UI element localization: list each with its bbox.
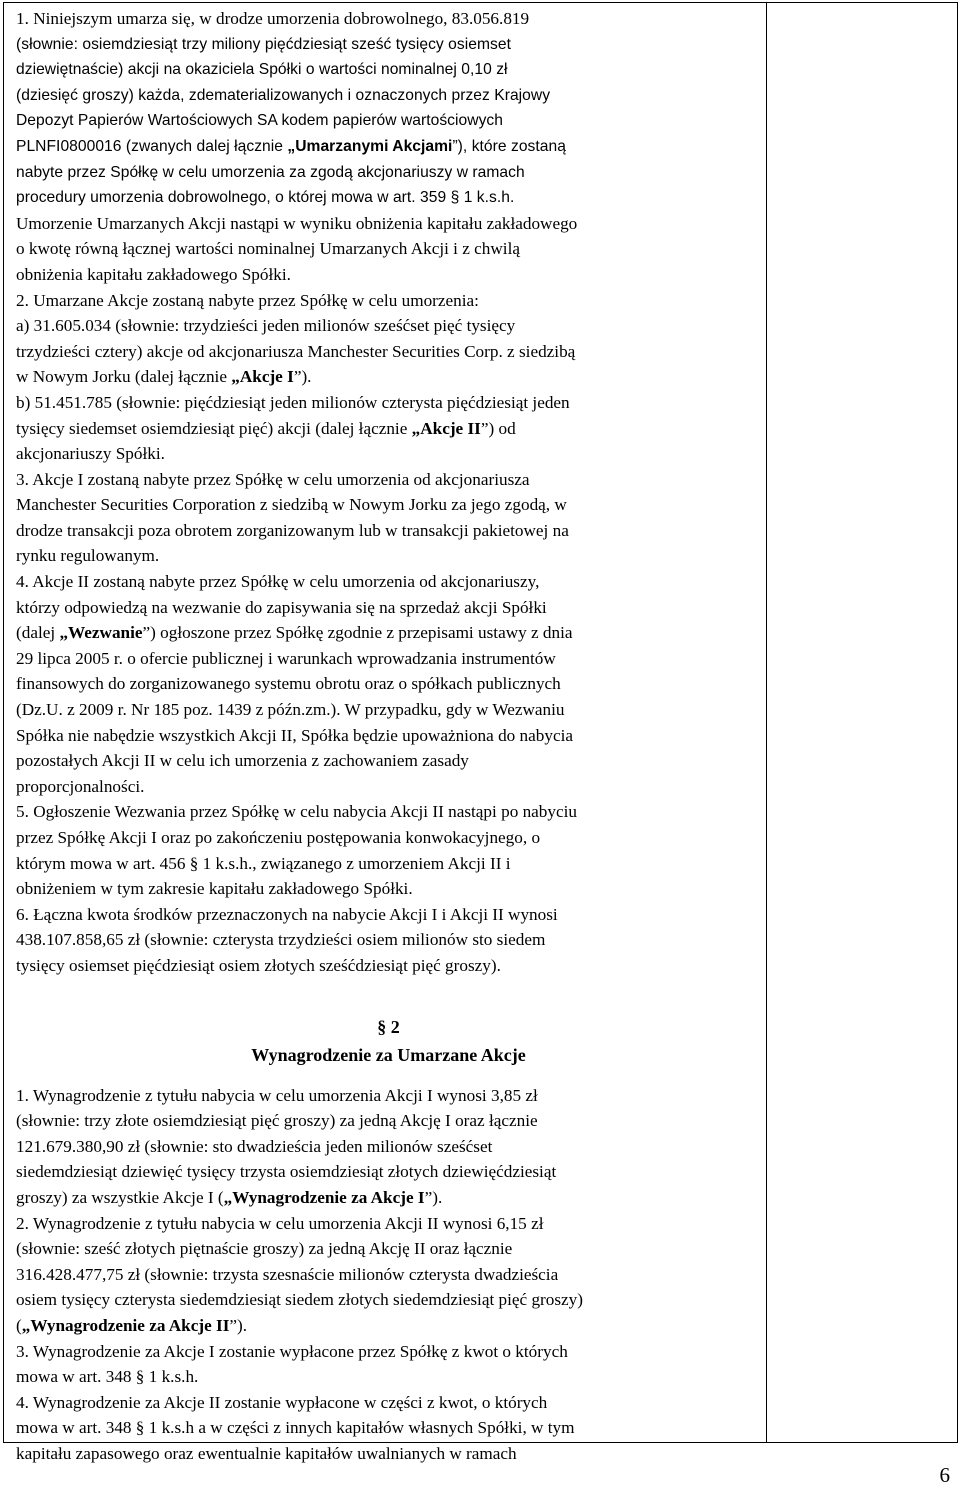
column-divider [766, 3, 767, 1442]
text-line: drodze transakcji poza obrotem zorganizowanym lub w transakcji pakietowej na [16, 520, 569, 540]
paragraph-10 [16, 1390, 761, 1467]
text-line [16, 620, 761, 646]
text-line: obniżeniem w tym zakresie kapitału zakładowego Spółki. [16, 879, 413, 899]
text-line: Umorzenie Umarzanych Akcji nastąpi w wyniku obniżenia kapitału zakładowego [16, 213, 578, 233]
paragraph-6 [16, 902, 761, 979]
text-line: Manchester Securities Corporation z siedzibą w Nowym Jorku za jego zgodą, w [16, 495, 567, 515]
text-line: 316.428.477,75 zł (słownie: trzysta szesnaście milionów czterysta dwadzieścia [16, 1264, 559, 1284]
defined-term: „Akcje I [231, 367, 294, 387]
text-run: ”). [424, 1187, 443, 1207]
text-line: 2. Wynagrodzenie z tytułu nabycia w celu umorzenia Akcji II wynosi 6,15 zł [16, 1213, 544, 1233]
paragraph-7 [16, 1083, 761, 1211]
text-line: 438.107.858,65 zł (słownie: czterysta trzydzieści osiem milionów sto siedem [16, 930, 546, 950]
text-line: (słownie: trzy złote osiemdziesiąt pięć groszy) za jedną Akcję I oraz łącznie [16, 1111, 538, 1131]
text-line: Depozyt Papierów Wartościowych SA kodem papierów wartościowych [16, 112, 503, 130]
text-line: 3. Wynagrodzenie za Akcje I zostanie wypłacone przez Spółkę z kwot o których [16, 1341, 568, 1361]
text-run: ”). [229, 1315, 248, 1335]
text-line: 1. Niniejszym umarza się, w drodze umorzenia dobrowolnego, 83.056.819 [16, 9, 530, 28]
text-line [16, 416, 761, 442]
section-number: § 2 [377, 1016, 400, 1037]
text-line: (słownie: sześć złotych piętnaście groszy) za jedną Akcję II oraz łącznie [16, 1239, 513, 1259]
text-run: w Nowym Jorku (dalej łącznie [16, 367, 232, 387]
text-run: (dalej [16, 623, 60, 643]
text-line: mowa w art. 348 § 1 k.s.h. [16, 1367, 199, 1387]
text-line: tysięcy osiemset pięćdziesiąt osiem złotych sześćdziesiąt pięć groszy). [16, 955, 501, 975]
text-line: 6. Łączna kwota środków przeznaczonych na nabycie Akcji I i Akcji II wynosi [16, 904, 558, 924]
paragraph-8 [16, 1211, 761, 1339]
page-number: 6 [939, 1463, 950, 1487]
paragraph-4 [16, 569, 761, 799]
document-text [16, 6, 761, 1466]
text-line: o kwotę równą łącznej wartości nominalnej Umarzanych Akcji i z chwilą [16, 239, 520, 259]
section-title: Wynagrodzenie za Umarzane Akcje [251, 1044, 526, 1065]
defined-term: „Wezwanie [59, 623, 143, 643]
text-line: (dziesięć groszy) każda, zdematerializowanych i oznaczonych przez Krajowy [16, 86, 551, 104]
text-run: PLNFI0800016 (zwanych dalej łącznie [16, 137, 288, 155]
text-line [16, 134, 761, 160]
paragraph-1 [16, 6, 761, 288]
defined-term: „Wynagrodzenie za Akcje II [21, 1315, 230, 1335]
text-line: b) 51.451.785 (słownie: pięćdziesiąt jeden milionów czterysta pięćdziesiąt jeden [16, 392, 570, 412]
text-line: 3. Akcje I zostaną nabyte przez Spółkę w celu umorzenia od akcjonariusza [16, 469, 530, 489]
text-line: którzy odpowiedzą na wezwanie do zapisywania się na sprzedaż akcji Spółki [16, 597, 547, 617]
text-line: rynku regulowanym. [16, 546, 160, 566]
text-line: proporcjonalności. [16, 776, 145, 796]
defined-term: „Akcje II [411, 418, 481, 438]
text-run: groszy) za wszystkie Akcje I ( [16, 1187, 224, 1207]
text-line: 121.679.380,90 zł (słownie: sto dwadzieścia jeden milionów sześćset [16, 1136, 493, 1156]
text-line: siedemdziesiąt dziewięć tysięcy trzysta osiemdziesiąt złotych dziewięćdziesiąt [16, 1162, 557, 1182]
text-line: 5. Ogłoszenie Wezwania przez Spółkę w celu nabycia Akcji II nastąpi po nabyciu [16, 802, 577, 822]
defined-term: „Wynagrodzenie za Akcje I [223, 1187, 425, 1207]
paragraph-9 [16, 1339, 761, 1390]
document-table [3, 2, 958, 1463]
text-line: nabyte przez Spółkę w celu umorzenia za zgodą akcjonariuszy w ramach [16, 163, 525, 181]
text-line: dziewiętnaście) akcji na okaziciela Spółki o wartości nominalnej 0,10 zł [16, 61, 508, 79]
text-line: 4. Wynagrodzenie za Akcje II zostanie wypłacone w części z kwot, o których [16, 1392, 548, 1412]
text-line: (słownie: osiemdziesiąt trzy miliony pięćdziesiąt sześć tysięcy osiemset [16, 35, 511, 53]
text-line: mowa w art. 348 § 1 k.s.h a w części z innych kapitałów własnych Spółki, w tym [16, 1418, 575, 1438]
text-line: trzydzieści cztery) akcje od akcjonariusza Manchester Securities Corp. z siedzibą [16, 341, 576, 361]
text-line [16, 1313, 761, 1339]
text-run: ”) ogłoszone przez Spółkę zgodnie z przepisami ustawy z dnia [142, 623, 573, 643]
text-run: ( [16, 1315, 22, 1335]
text-line: 4. Akcje II zostaną nabyte przez Spółkę w celu umorzenia od akcjonariuszy, [16, 572, 540, 592]
text-run: ”) od [480, 418, 516, 438]
defined-term: „Umarzanymi Akcjami [287, 137, 453, 155]
paragraph-5 [16, 799, 761, 901]
text-line: którym mowa w art. 456 § 1 k.s.h., związanego z umorzeniem Akcji II i [16, 853, 511, 873]
section-heading [16, 1013, 761, 1069]
paragraph-2 [16, 288, 761, 467]
text-line: obniżenia kapitału zakładowego Spółki. [16, 264, 291, 284]
text-line: osiem tysięcy czterysta siedemdziesiąt siedem złotych siedemdziesiąt pięć groszy) [16, 1290, 583, 1310]
text-line: a) 31.605.034 (słownie: trzydzieści jeden milionów sześćset pięć tysięcy [16, 316, 516, 336]
text-run: ”), które zostaną [452, 137, 566, 155]
text-line: procedury umorzenia dobrowolnego, o której mowa w art. 359 § 1 k.s.h. [16, 189, 515, 207]
text-line: 29 lipca 2005 r. o ofercie publicznej i warunkach wprowadzania instrumentów [16, 648, 556, 668]
text-line [16, 364, 761, 390]
text-line: przez Spółkę Akcji I oraz po zakończeniu postępowania konwokacyjnego, o [16, 828, 541, 847]
text-line: kapitału zapasowego oraz ewentualnie kapitałów uwalnianych w ramach [16, 1443, 517, 1463]
text-line [16, 1185, 761, 1211]
paragraph-3 [16, 467, 761, 569]
text-line: akcjonariuszy Spółki. [16, 444, 165, 464]
text-run: tysięcy siedemset osiemdziesiąt pięć) akcji (dalej łącznie [16, 418, 412, 438]
text-line: finansowych do zorganizowanego systemu obrotu oraz o spółkach publicznych [16, 674, 561, 694]
text-line: 2. Umarzane Akcje zostaną nabyte przez Spółkę w celu umorzenia: [16, 290, 479, 310]
text-line: Spółka nie nabędzie wszystkich Akcji II, Spółka będzie upoważniona do nabycia [16, 725, 573, 745]
text-run: ”). [293, 367, 312, 387]
text-line: (Dz.U. z 2009 r. Nr 185 poz. 1439 z późn.zm.). W przypadku, gdy w Wezwaniu [16, 700, 565, 720]
text-line: pozostałych Akcji II w celu ich umorzenia z zachowaniem zasady [16, 751, 469, 771]
text-line: 1. Wynagrodzenie z tytułu nabycia w celu umorzenia Akcji I wynosi 3,85 zł [16, 1085, 538, 1105]
